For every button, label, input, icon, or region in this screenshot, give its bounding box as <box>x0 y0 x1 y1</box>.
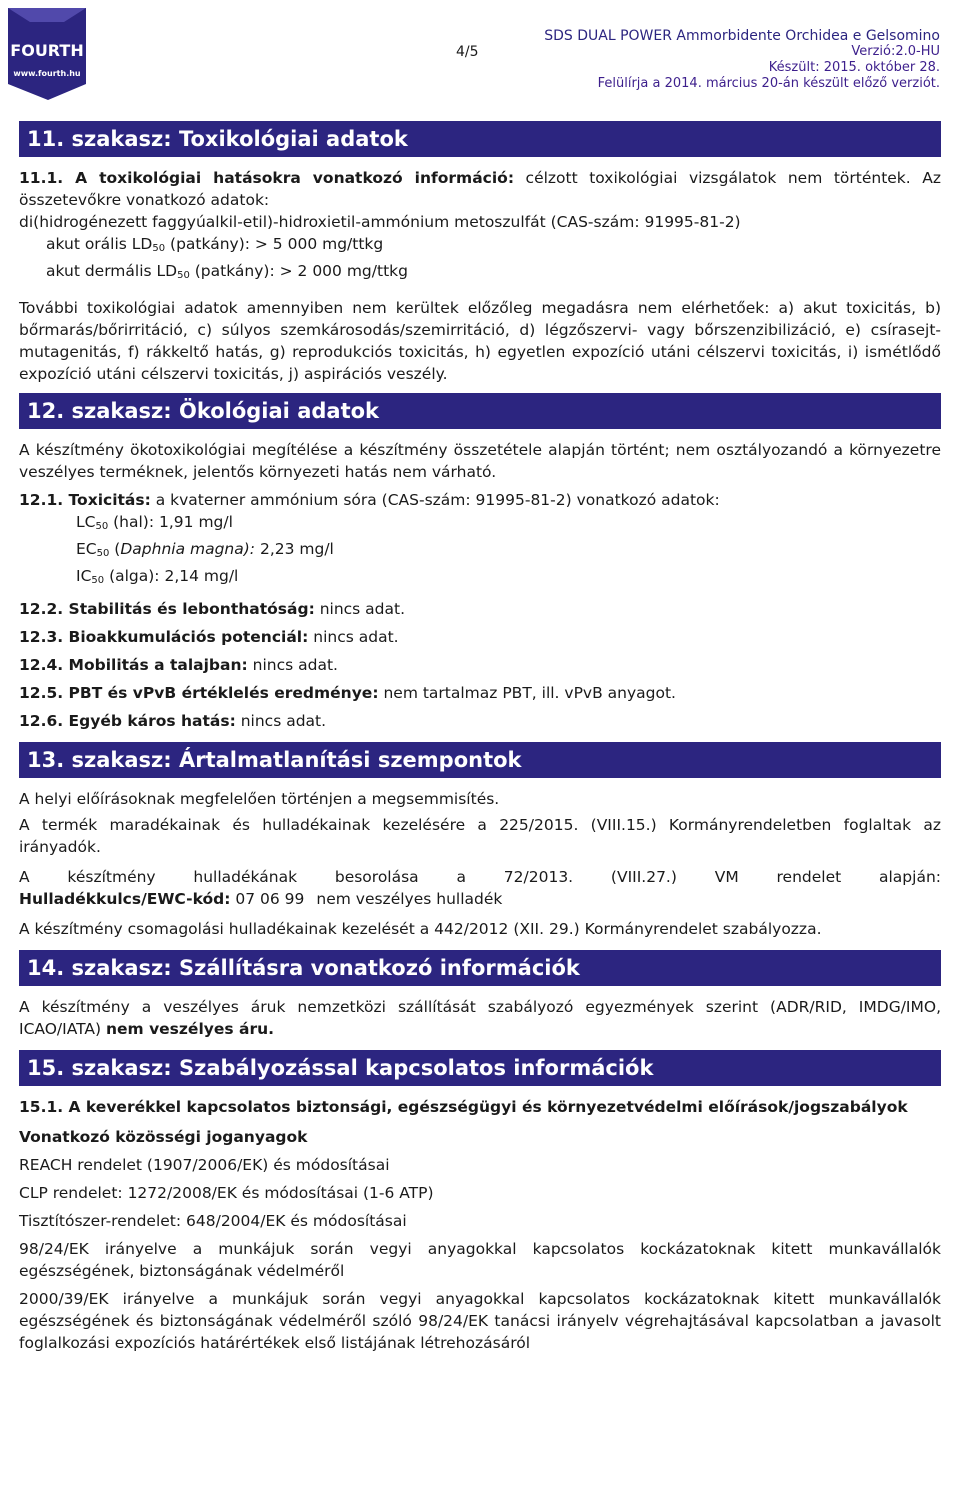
bioaccumulation-label: 12.3. Bioakkumulációs potenciál: <box>19 628 309 646</box>
directive-98-24: 98/24/EK irányelve a munkájuk során vegyi anyagokkal kapcsolatos kockázatoknak kitett munkavállalók egészségének, biztonságának védelméről <box>19 1240 941 1280</box>
section-12-title: 12. szakasz: Ökológiai adatok <box>19 393 941 429</box>
transport-text <box>19 996 941 1040</box>
disposal-p4: A készítmény csomagolási hulladékainak kezelését a 442/2012 (XII. 29.) Kormányrendelet szabályozza. <box>19 920 822 938</box>
bioaccumulation-text: nincs adat. <box>308 628 399 646</box>
transport-body: A készítmény a veszélyes áruk nemzetközi szállítását szabályozó egyezmények szerint (ADR/RID, IMDG/IMO, ICAO/IATA) <box>19 998 941 1038</box>
subscript: 50 <box>177 270 190 281</box>
ec-label: EC <box>76 540 97 558</box>
section-13-title: 13. szakasz: Ártalmatlanítási szempontok <box>19 742 941 778</box>
pbt-text: nem tartalmaz PBT, ill. vPvB anyagot. <box>378 684 676 702</box>
directive-2000-39: 2000/39/EK irányelve a munkájuk során vegyi anyagokkal kapcsolatos kockázatoknak kitett munkavállalók egészségének és biztonságának védelméről szóló 98/24/EK tanácsi irányelv végrehajtásával kapcsolatban a javasolt foglalkozási expozíciós határértékek első listájának létrehozásáról <box>19 1290 941 1352</box>
transport-status: nem veszélyes áru. <box>105 1020 275 1038</box>
community-legislation-heading: Vonatkozó közösségi joganyagok <box>19 1128 308 1146</box>
other-effects-text: nincs adat. <box>235 712 327 730</box>
detergent-regulation: Tisztítószer-rendelet: 648/2004/EK és módosításai <box>19 1212 407 1230</box>
toxicity-text: a kvaterner ammónium sóra (CAS-szám: 91995-81-2) vonatkozó adatok: <box>150 491 720 509</box>
mobility-label: 12.4. Mobilitás a talajban: <box>19 656 248 674</box>
document-body <box>19 115 941 1354</box>
disposal-p3: A készítmény hulladékának besorolása a 72/2013. (VIII.27.) VM rendelet alapján: <box>19 868 941 886</box>
toxicity-line <box>19 489 941 511</box>
ec50-value: $EC_{50}$ (Daphnia magna): 2,23 mg/l <box>76 540 334 559</box>
dermal-ld50 <box>19 260 941 287</box>
ewc-label: Hulladékkulcs/EWC-kód: <box>19 890 231 908</box>
clp-regulation: CLP rendelet: 1272/2008/EK és módosításai (1-6 ATP) <box>19 1184 434 1202</box>
lc-value: (hal): 1,91 mg/l <box>108 513 233 531</box>
mobility-line <box>19 654 941 676</box>
reach-regulation: REACH rendelet (1907/2006/EK) és módosításai <box>19 1156 390 1174</box>
ic-value: (alga): 2,14 mg/l <box>104 567 239 585</box>
further-tox-text: További toxikológiai adatok amennyiben nem kerültek előzőleg megadásra nem elérhetőek: a) akut toxicitás, b) bőrmarás/bőrirritáció, c) súlyos szemkárosodás/szemirritáció, d) légzőszervi- vagy bőrszenzibilizáció, e) csírasejt-mutagenitás, f) rákkeltő hatás, g) reprodukciós toxicitás, h) egyetlen expozíció utáni célszervi toxicitás, i) ismétlődő expozíció utáni célszervi toxicitás, j) aspirációs veszély. <box>19 299 941 383</box>
stability-label: 12.2. Stabilitás és lebonthatóság: <box>19 600 315 618</box>
stability-line <box>19 598 941 620</box>
page-number: 4/5 <box>456 44 479 60</box>
section-11-title: 11. szakasz: Toxikológiai adatok <box>19 121 941 157</box>
section-15-title: 15. szakasz: Szabályozással kapcsolatos információk <box>19 1050 941 1086</box>
ec-value: 2,23 mg/l <box>255 540 334 558</box>
logo-text: FOURTH <box>10 41 84 60</box>
tox-info <box>19 167 941 211</box>
regulations-subheading: 15.1. A keverékkel kapcsolatos biztonsági, egészségügyi és környezetvédelmi előírások/jogszabályok <box>19 1098 908 1116</box>
pbt-line <box>19 682 941 704</box>
subscript: 50 <box>152 243 166 254</box>
supersedes-note: Felülírja a 2014. március 20-án készült előző verziót. <box>597 76 940 91</box>
other-effects-label: 12.6. Egyéb káros hatás: <box>19 712 236 730</box>
dermal-ld-value: (patkány): > 2 000 mg/ttkg <box>189 262 408 280</box>
mobility-text: nincs adat. <box>247 656 338 674</box>
ic-label: IC <box>76 567 92 585</box>
product-name: SDS DUAL POWER Ammorbidente Orchidea e Gelsomino <box>544 28 940 44</box>
bioaccumulation-line <box>19 626 941 648</box>
document-header <box>544 28 940 92</box>
dermal-ld-label: akut dermális LD <box>46 262 178 280</box>
ic50-value <box>19 565 941 592</box>
ewc-line <box>19 888 941 910</box>
subscript: 50 <box>95 521 109 532</box>
lc50-value <box>19 511 941 538</box>
oral-ld-value: (patkány): > 5 000 mg/ttkg <box>165 235 384 253</box>
ec-species: Daphnia magna): <box>120 540 256 558</box>
tox-info-text: célzott toxikológiai vizsgálatok nem történtek. Az összetevőkre vonatkozó adatok: <box>19 169 941 209</box>
oral-ld50 <box>19 233 941 260</box>
version: Verzió:2.0-HU <box>851 44 940 59</box>
subscript: 50 <box>91 575 105 586</box>
disposal-p2: A termék maradékainak és hulladékainak kezelésére a 225/2015. (VIII.15.) Kormányrendeletben foglaltak az irányadók. <box>19 816 941 856</box>
other-effects-line <box>19 710 941 732</box>
oral-ld-label: akut orális LD <box>46 235 153 253</box>
disposal-p1: A helyi előírásoknak megfelelően történjen a megsemmisítés. <box>19 790 500 808</box>
toxicity-label: 12.1. Toxicitás: <box>19 491 151 509</box>
section-14-title: 14. szakasz: Szállításra vonatkozó információk <box>19 950 941 986</box>
lc-label: LC <box>76 513 96 531</box>
logo-url: www.fourth.hu <box>13 69 81 78</box>
ewc-code: 07 06 99 <box>230 890 305 908</box>
pbt-label: 12.5. PBT és vPvB értéklelés eredménye: <box>19 684 379 702</box>
substance-name: di(hidrogénezett faggyúalkil-etil)-hidroxietil-ammónium metoszulfát (CAS-szám: 91995-81-2) <box>19 213 741 231</box>
company-logo <box>4 4 90 104</box>
stability-text: nincs adat. <box>314 600 406 618</box>
ewc-description: nem veszélyes hulladék <box>316 890 503 908</box>
tox-info-label: 11.1. A toxikológiai hatásokra vonatkozó információ: <box>19 169 515 187</box>
subscript: 50 <box>96 548 110 559</box>
eco-intro: A készítmény ökotoxikológiai megítélése a készítmény összetétele alapján történt; nem osztályozandó a környezetre veszélyes terméknek, jelentős környezeti hatás nem várható. <box>19 441 941 481</box>
created-date: Készült: 2015. október 28. <box>768 60 940 75</box>
